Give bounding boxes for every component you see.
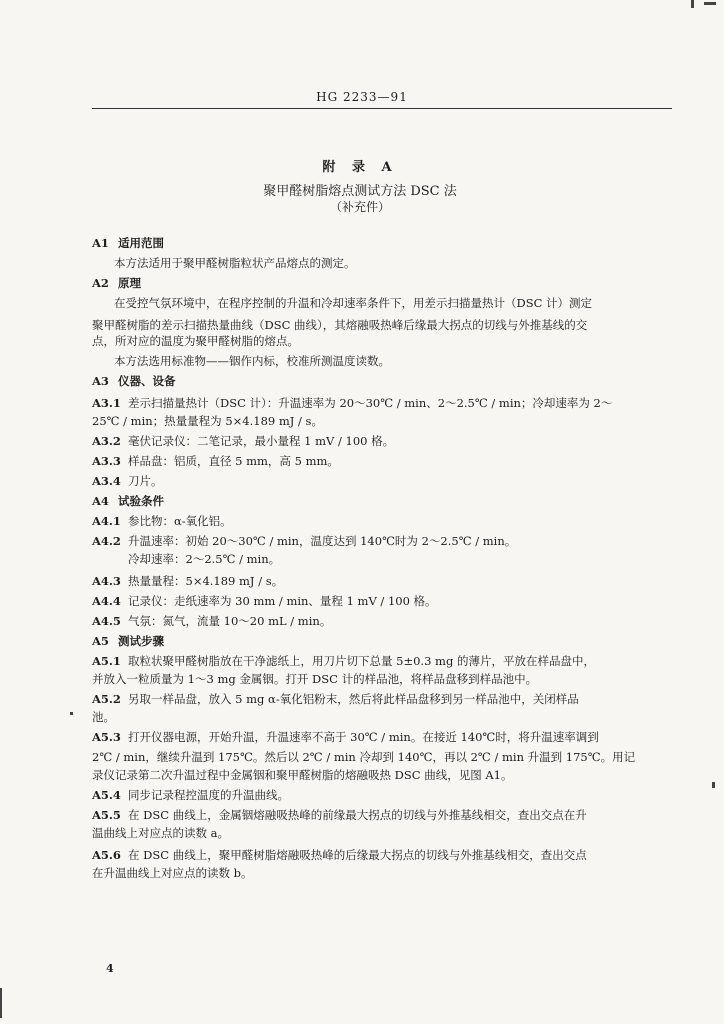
paragraph-line: 并放入一粒质量为 1～3 mg 金属铟。打开 DSC 计的样品池，将样品盘移到样品池中。 <box>92 672 538 686</box>
clause-a3-3 <box>92 454 339 468</box>
clause-number: A3.1 <box>92 396 121 410</box>
appendix-label: 附 录 A <box>322 160 398 175</box>
paragraph-line: 25℃ / min；热量量程为 5×4.189 mJ / s。 <box>92 414 323 428</box>
section-title: 仪器、设备 <box>118 374 176 388</box>
clause-text: 取粒状聚甲醛树脂放在干净滤纸上，用刀片切下总量 5±0.3 mg 的薄片，平放在样品盘中， <box>128 654 595 668</box>
clause-text: 样品盘：铝质，直径 5 mm，高 5 mm。 <box>128 454 339 468</box>
clause-number: A5.5 <box>92 808 121 822</box>
scan-artifact <box>704 2 716 5</box>
appendix-title: 聚甲醛树脂熔点测试方法 DSC 法 <box>263 184 457 199</box>
scan-artifact <box>712 782 715 788</box>
clause-a5-4 <box>92 788 289 802</box>
page-number: 4 <box>106 962 114 975</box>
clause-number: A4.2 <box>92 534 121 548</box>
section-title: 测试步骤 <box>118 634 164 648</box>
section-a1-heading <box>92 236 164 250</box>
clause-number: A5.2 <box>92 692 121 706</box>
clause-a5-6 <box>92 848 587 862</box>
clause-text: 刀片。 <box>128 474 163 488</box>
paragraph-line: 2℃ / min，继续升温到 175℃。然后以 2℃ / min 冷却到 140℃，再以 2℃ / min 升温到 175℃。用记 <box>92 750 636 764</box>
clause-number: A3.2 <box>92 434 121 448</box>
scan-artifact <box>0 988 2 1018</box>
section-number: A5 <box>92 634 109 648</box>
paragraph-line: 在受控气氛环境中，在程序控制的升温和冷却速率条件下，用差示扫描量热计（DSC 计）测定 <box>114 296 593 310</box>
section-title: 适用范围 <box>118 236 164 250</box>
clause-text: 毫伏记录仪：二笔记录，最小量程 1 mV / 100 格。 <box>128 434 395 448</box>
clause-a4-5 <box>92 614 331 628</box>
clause-a5-1 <box>92 654 595 668</box>
clause-text: 气氛：氮气，流量 10～20 mL / min。 <box>128 614 332 628</box>
clause-a5-2 <box>92 692 579 706</box>
clause-a4-1 <box>92 514 232 528</box>
clause-text: 记录仪：走纸速率为 30 mm / min、量程 1 mV / 100 格。 <box>128 594 437 608</box>
clause-a4-2 <box>92 534 516 548</box>
clause-number: A3.4 <box>92 474 121 488</box>
clause-text: 在 DSC 曲线上，聚甲醛树脂熔融吸热峰的后缘最大拐点的切线与外推基线相交，查出交点 <box>128 848 587 862</box>
header-divider <box>92 108 672 109</box>
clause-a3-2 <box>92 434 394 448</box>
section-a5-heading <box>92 634 164 648</box>
section-number: A4 <box>92 494 109 508</box>
clause-text: 升温速率：初始 20～30℃ / min，温度达到 140℃时为 2～2.5℃ / min。 <box>128 534 517 548</box>
standard-code: HG 2233—91 <box>316 90 408 104</box>
clause-number: A3.3 <box>92 454 121 468</box>
clause-a4-4 <box>92 594 437 608</box>
clause-a5-3 <box>92 730 599 744</box>
paragraph-line: 本方法适用于聚甲醛树脂粒状产品熔点的测定。 <box>114 256 356 270</box>
section-title: 原理 <box>118 276 141 290</box>
section-number: A1 <box>92 236 109 250</box>
clause-a3-1 <box>92 396 612 410</box>
clause-a3-4 <box>92 474 163 488</box>
scan-artifact <box>70 712 73 715</box>
clause-number: A4.5 <box>92 614 121 628</box>
paragraph-line: 温曲线上对应点的读数 a。 <box>92 826 230 840</box>
clause-text: 另取一样品盘，放入 5 mg α-氧化铝粉末，然后将此样品盘移到另一样品池中，关闭样品 <box>128 692 579 706</box>
section-a2-heading <box>92 276 141 290</box>
paragraph-line: 点，所对应的温度为聚甲醛树脂的熔点。 <box>92 334 299 348</box>
section-title: 试验条件 <box>118 494 164 508</box>
section-number: A2 <box>92 276 109 290</box>
clause-a4-3 <box>92 574 283 588</box>
clause-number: A4.4 <box>92 594 121 608</box>
paragraph-line: 冷却速率：2～2.5℃ / min。 <box>128 552 281 566</box>
clause-text: 在 DSC 曲线上，金属铟熔融吸热峰的前缘最大拐点的切线与外推基线相交，查出交点在升 <box>128 808 587 822</box>
section-a4-heading <box>92 494 164 508</box>
clause-text: 差示扫描量热计（DSC 计）：升温速率为 20～30℃ / min、2～2.5℃ / min；冷却速率为 2～ <box>128 396 613 410</box>
clause-text: 同步记录程控温度的升温曲线。 <box>128 788 289 802</box>
section-number: A3 <box>92 374 109 388</box>
clause-number: A5.1 <box>92 654 121 668</box>
paragraph-line: 本方法选用标准物——铟作内标，校准所测温度读数。 <box>114 354 390 368</box>
clause-number: A4.1 <box>92 514 121 528</box>
paragraph-line: 录仪记录第二次升温过程中金属铟和聚甲醛树脂的熔融吸热 DSC 曲线，见图 A1。 <box>92 768 513 782</box>
clause-number: A5.3 <box>92 730 121 744</box>
scan-artifact <box>691 0 694 8</box>
paragraph-line: 聚甲醛树脂的差示扫描热量曲线（DSC 曲线），其熔融吸热峰后缘最大拐点的切线与外推基线的交 <box>92 318 588 332</box>
paragraph-line: 池。 <box>92 710 115 724</box>
paragraph-line: 在升温曲线上对应点的读数 b。 <box>92 866 253 880</box>
clause-a5-5 <box>92 808 587 822</box>
appendix-note: （补充件） <box>329 200 390 214</box>
clause-number: A5.6 <box>92 848 121 862</box>
clause-text: 热量量程：5×4.189 mJ / s。 <box>128 574 284 588</box>
clause-text: 参比物：α-氧化铝。 <box>128 514 232 528</box>
section-a3-heading <box>92 374 176 388</box>
clause-number: A4.3 <box>92 574 121 588</box>
clause-text: 打开仪器电源，开始升温，升温速率不高于 30℃ / min。在接近 140℃时，将升温速率调到 <box>128 730 599 744</box>
clause-number: A5.4 <box>92 788 121 802</box>
